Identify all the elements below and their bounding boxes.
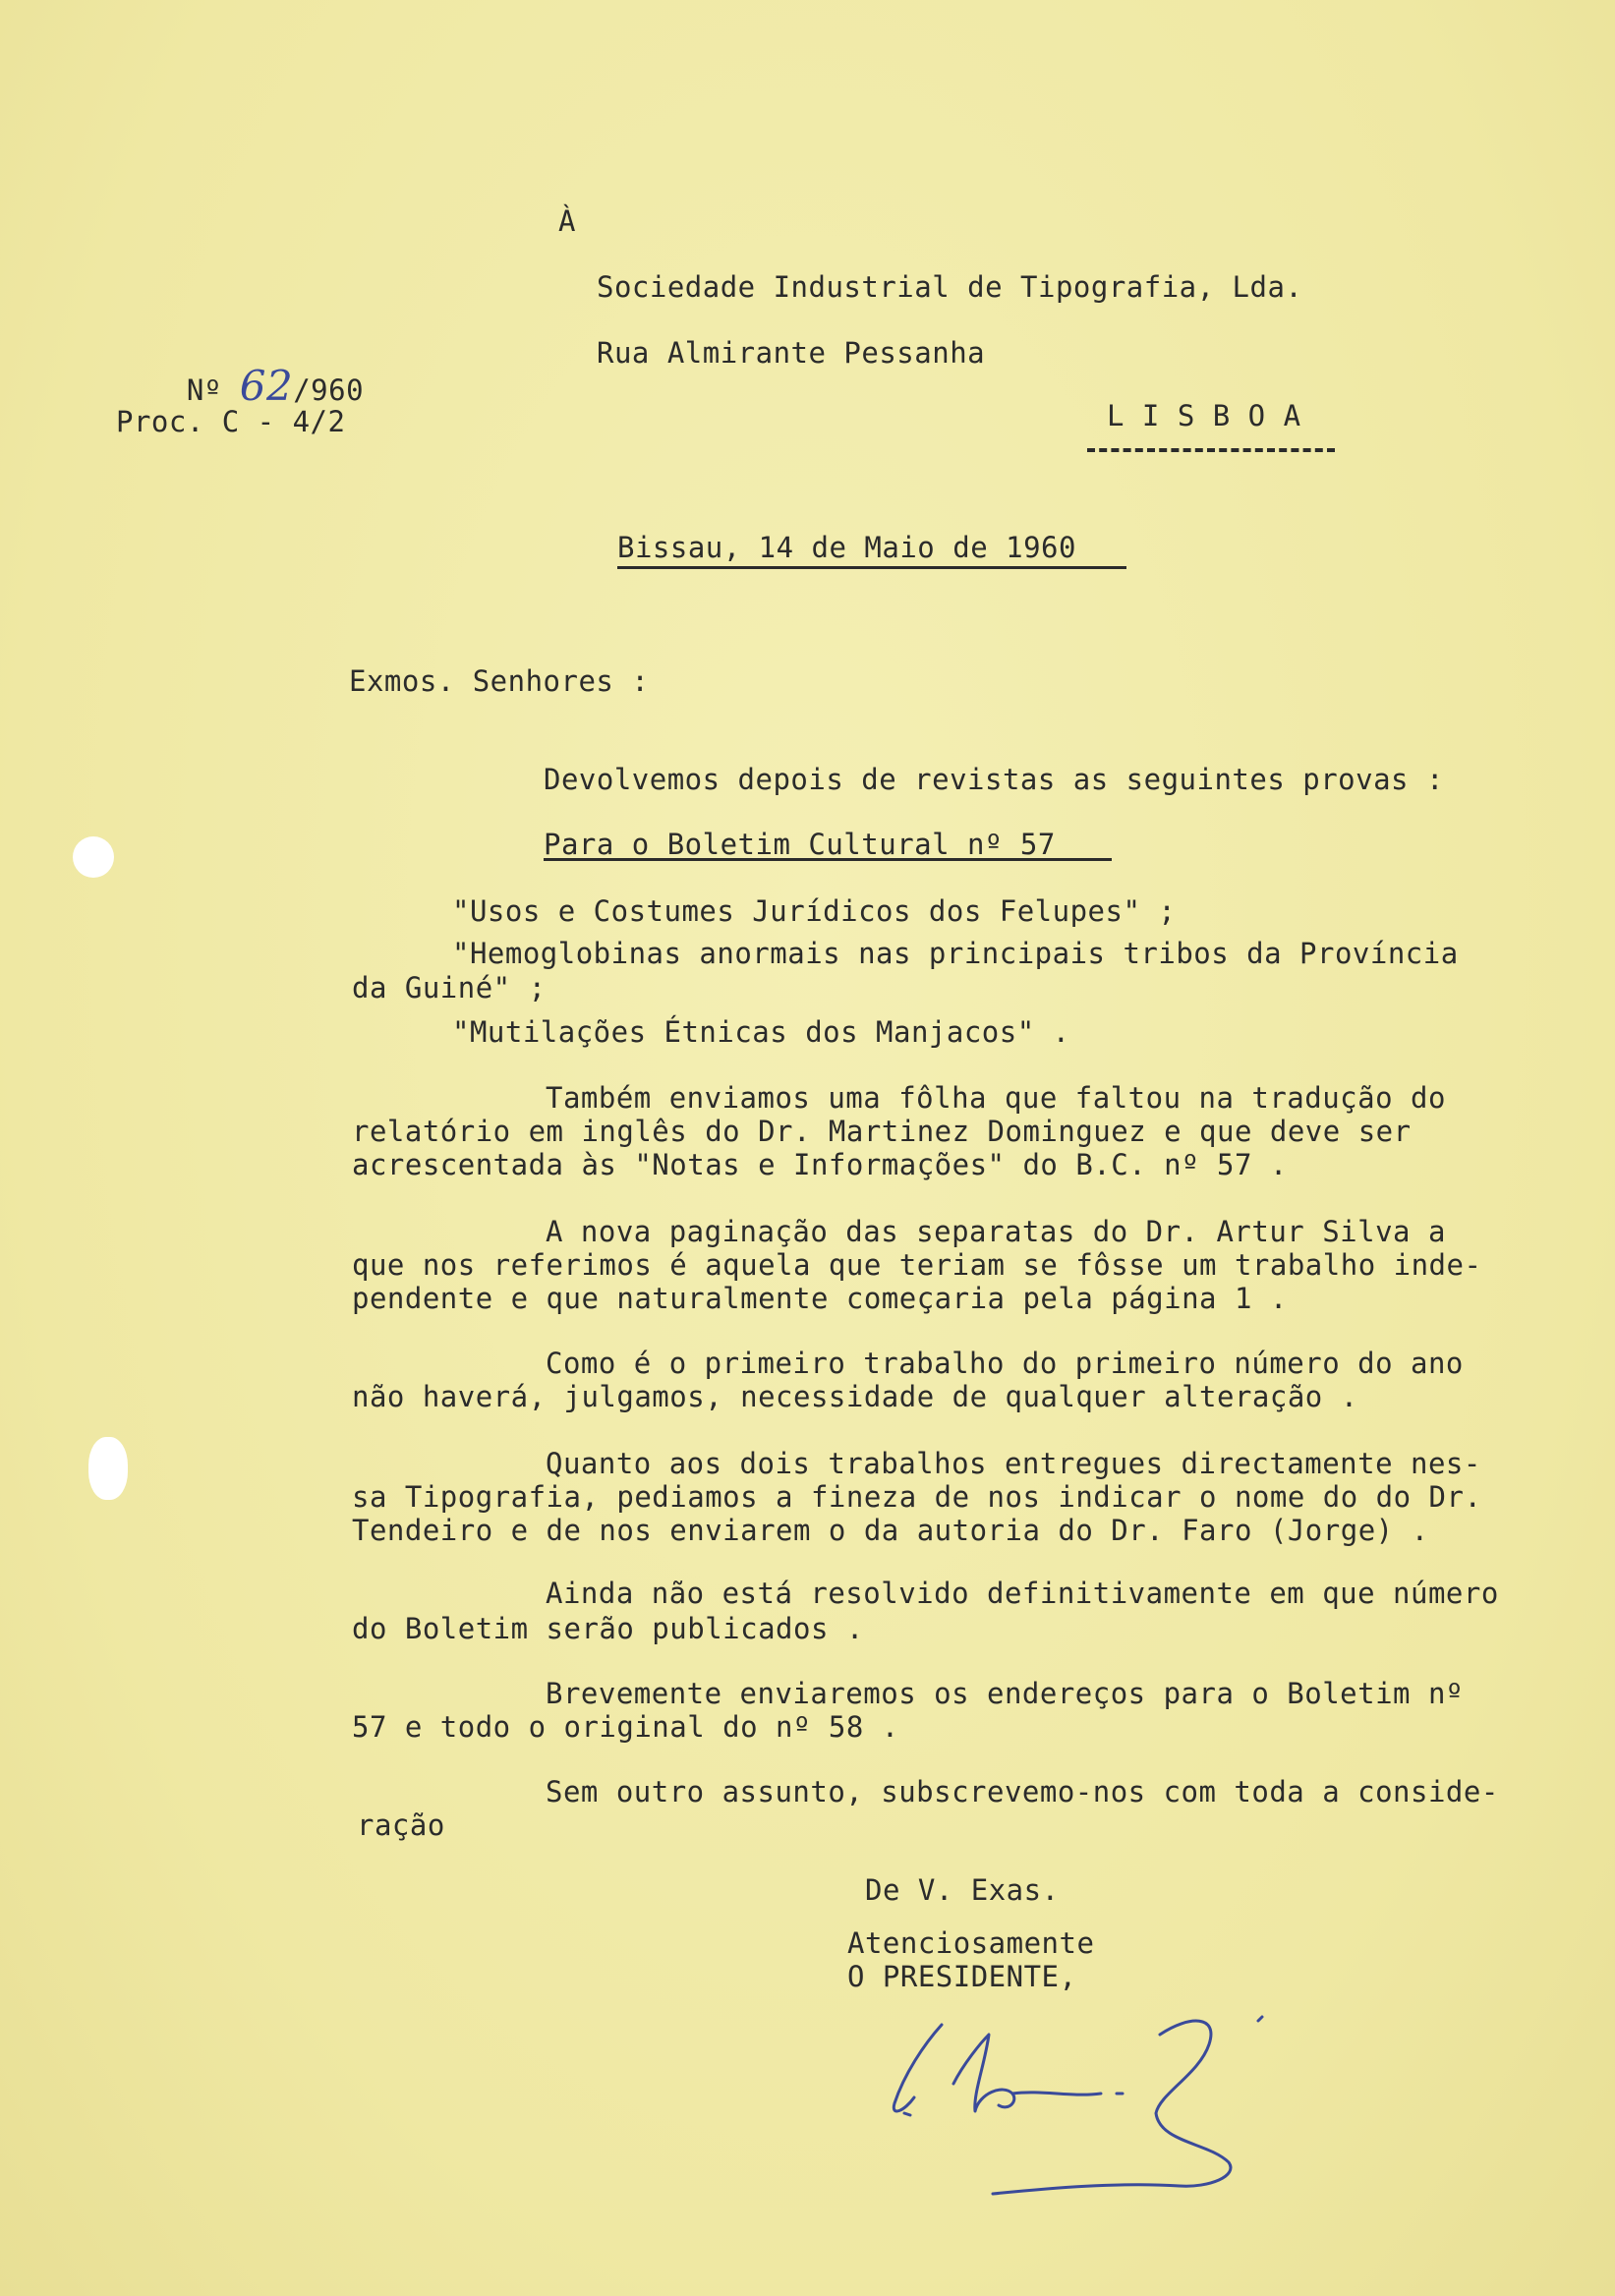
body-line: sa Tipografia, pediamos a fineza de nos indicar o nome do do Dr. <box>352 1480 1482 1514</box>
letter-date: Bissau, 14 de Maio de 1960 <box>617 531 1076 564</box>
process-reference: Proc. C - 4/2 <box>116 405 346 438</box>
body-line: do Boletim serão publicados . <box>352 1612 864 1645</box>
city-dashed-underline <box>1087 448 1335 452</box>
addressee-city: L I S B O A <box>1107 399 1301 432</box>
addressee-street: Rua Almirante Pessanha <box>597 336 986 370</box>
closing-line: O PRESIDENTE, <box>847 1960 1077 1993</box>
body-line: "Mutilações Étnicas dos Manjacos" . <box>452 1015 1070 1049</box>
body-line: Quanto aos dois trabalhos entregues directamente nes- <box>546 1447 1481 1480</box>
body-line: 57 e todo o original do nº 58 . <box>352 1710 899 1744</box>
boletim-heading: Para o Boletim Cultural nº 57 <box>544 828 1056 861</box>
addressee-company: Sociedade Industrial de Tipografia, Lda. <box>597 270 1303 304</box>
body-line: Ainda não está resolvido definitivamente em que número <box>546 1577 1499 1610</box>
punch-hole-upper <box>73 836 114 878</box>
body-line: Tendeiro e de nos enviarem o da autoria do Dr. Faro (Jorge) . <box>352 1514 1429 1547</box>
addressee-marker: À <box>558 204 576 238</box>
salutation: Exmos. Senhores : <box>349 664 650 698</box>
body-line: Brevemente enviaremos os endereços para o Boletim nº <box>546 1677 1464 1710</box>
body-line: relatório em inglês do Dr. Martinez Dominguez e que deve ser <box>352 1115 1412 1148</box>
body-line: Como é o primeiro trabalho do primeiro número do ano <box>546 1347 1464 1380</box>
signature <box>865 1995 1307 2202</box>
body-line: A nova paginação das separatas do Dr. Artur Silva a <box>546 1215 1446 1248</box>
body-line: "Hemoglobinas anormais nas principais tribos da Província <box>452 937 1459 970</box>
punch-hole-lower <box>88 1437 128 1500</box>
reference-number-prefix: Nº <box>186 373 222 407</box>
body-line: da Guiné" ; <box>352 971 547 1004</box>
body-line: Sem outro assunto, subscrevemo-nos com toda a conside- <box>546 1775 1499 1808</box>
closing-line: Atenciosamente <box>847 1926 1095 1960</box>
body-line: Também enviamos uma fôlha que faltou na tradução do <box>546 1081 1446 1115</box>
body-line: não haverá, julgamos, necessidade de qualquer alteração . <box>352 1380 1358 1413</box>
closing-line: De V. Exas. <box>865 1873 1060 1907</box>
body-line: Devolvemos depois de revistas as seguintes provas : <box>544 763 1444 796</box>
body-line: pendente e que naturalmente começaria pela página 1 . <box>352 1282 1288 1315</box>
reference-number-suffix: /960 <box>293 373 365 407</box>
date-underline <box>617 566 1126 569</box>
body-line: ração <box>357 1808 445 1842</box>
boletim-heading-underline <box>544 858 1112 861</box>
body-line: que nos referimos é aquela que teriam se fôsse um trabalho inde- <box>352 1248 1482 1282</box>
body-line: acrescentada às "Notas e Informações" do B.C. nº 57 . <box>352 1148 1288 1181</box>
body-line: "Usos e Costumes Jurídicos dos Felupes" ; <box>452 894 1177 928</box>
reference-number-handwritten: 62 <box>239 362 294 410</box>
